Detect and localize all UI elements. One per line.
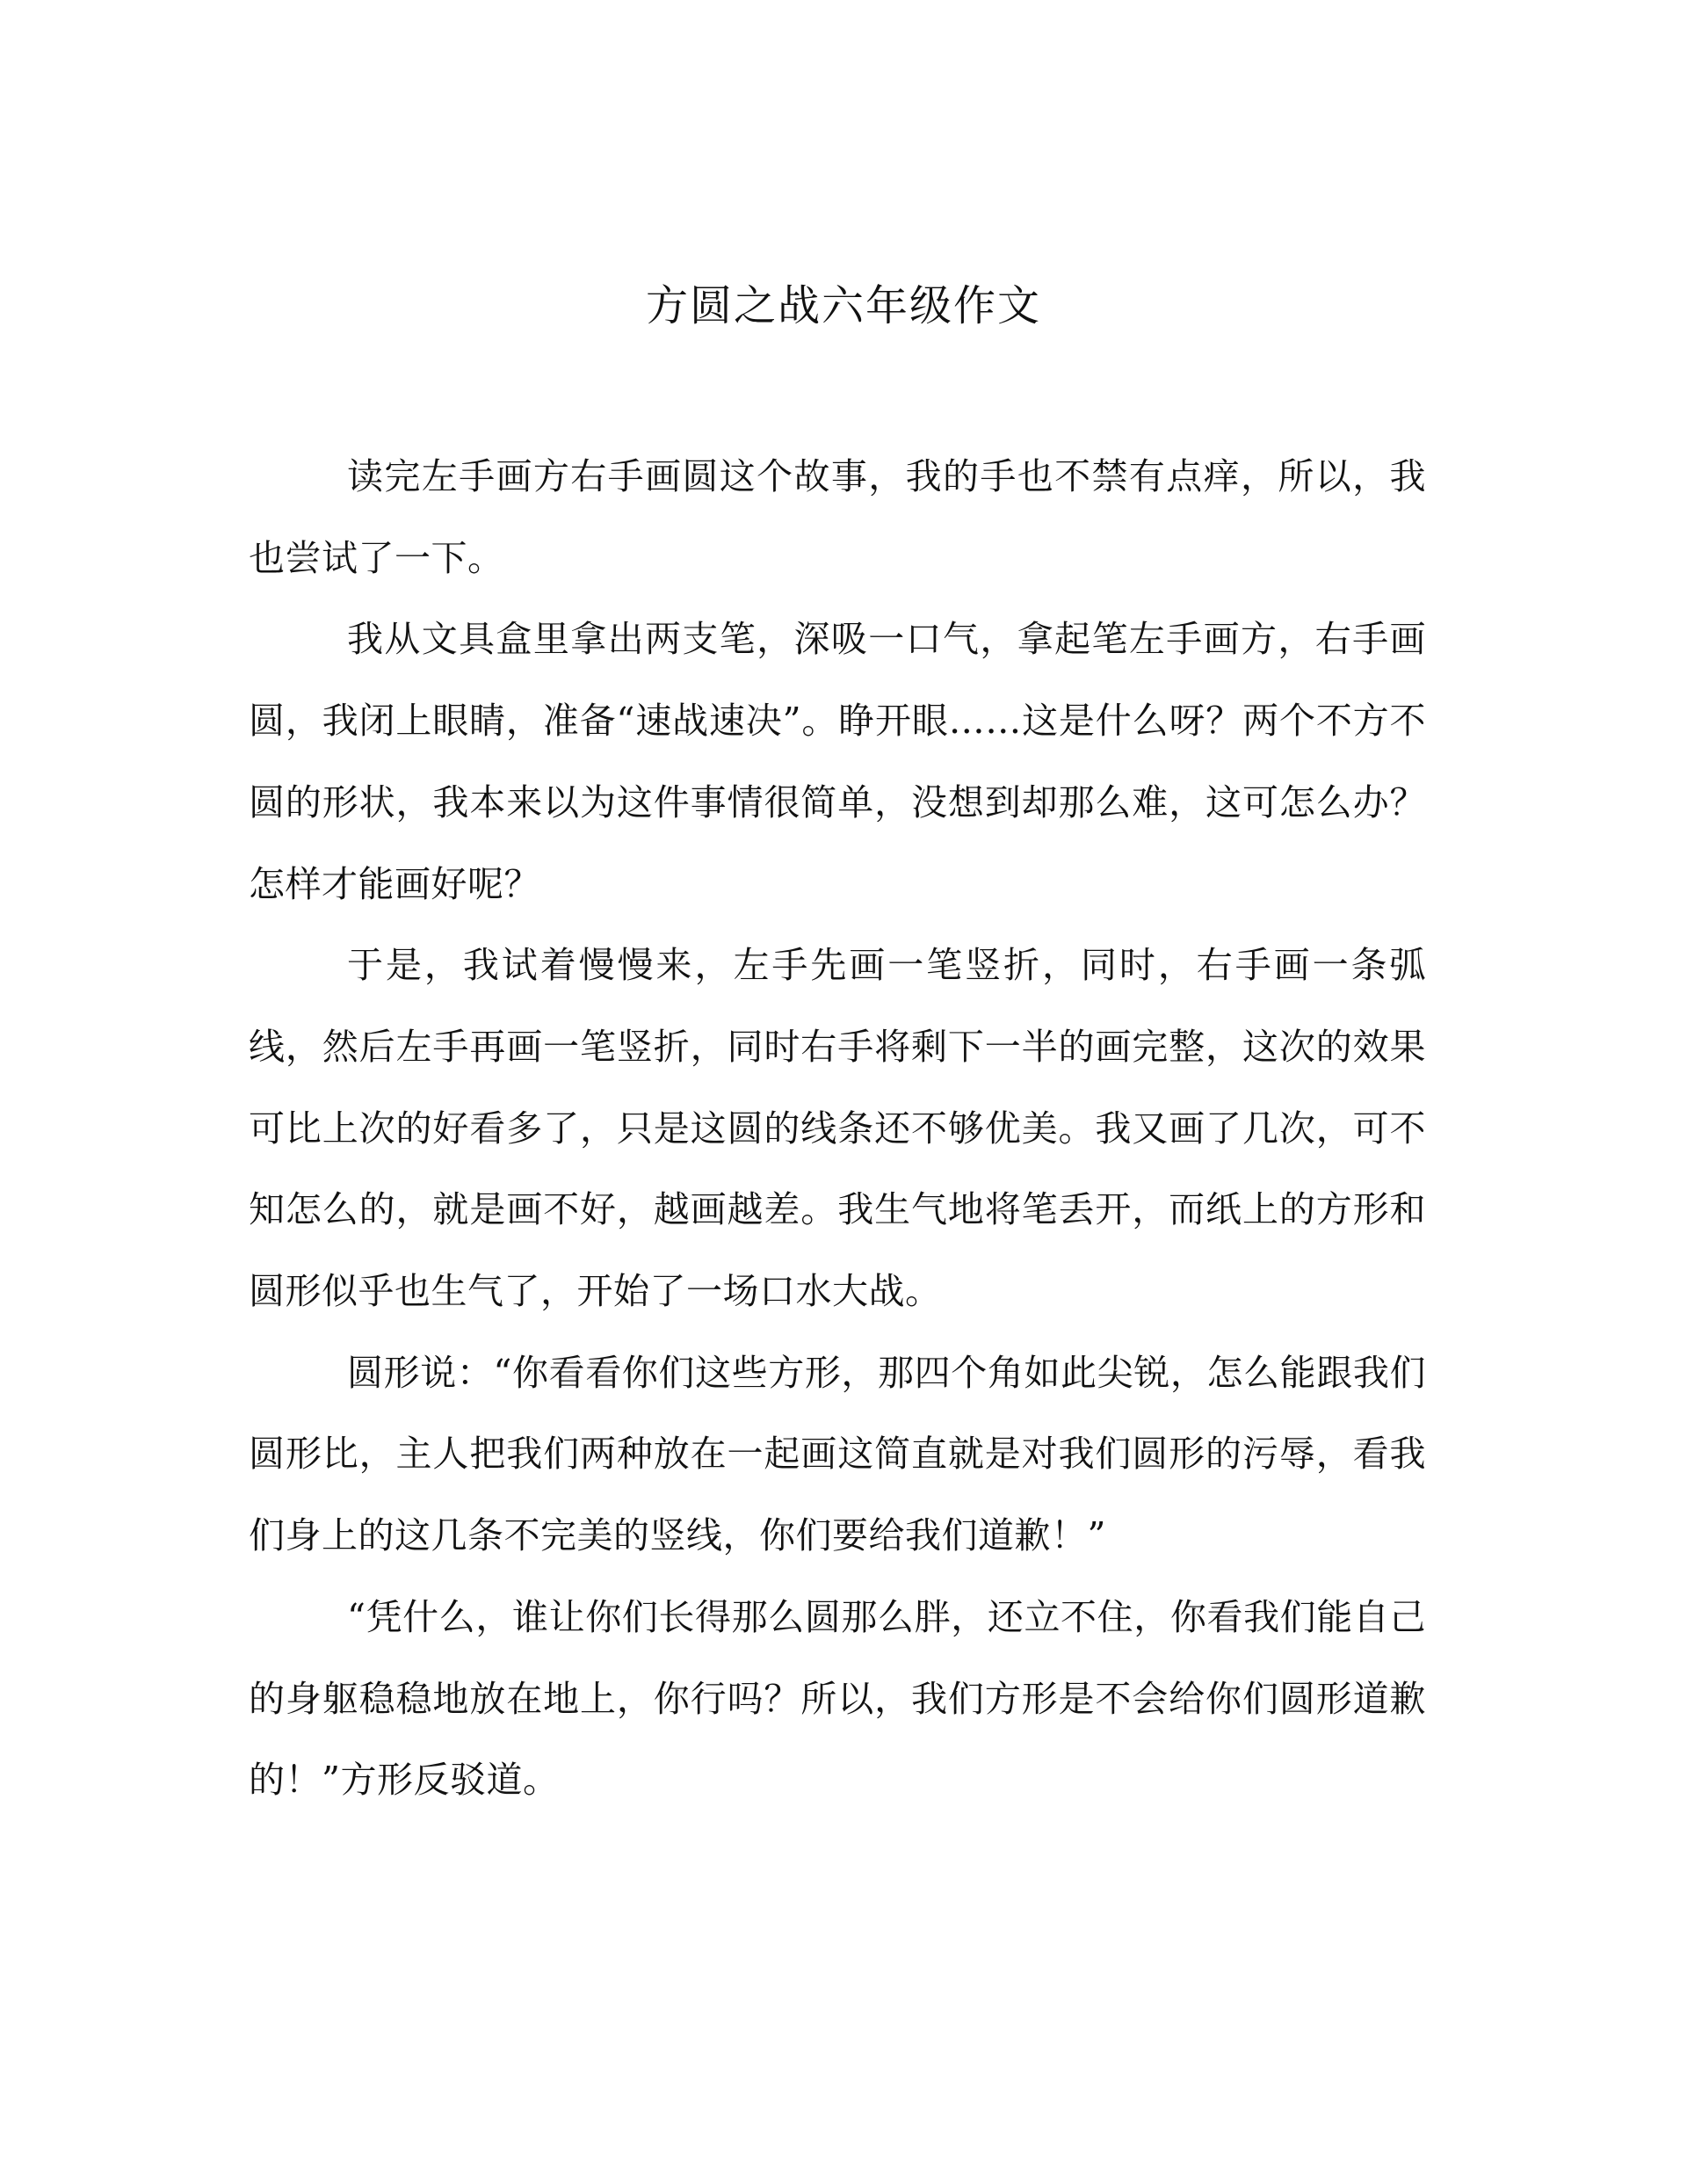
paragraph-4: 圆形说：“你看看你们这些方形，那四个角如此尖锐，怎么能跟我们圆形比，主人把我们两种放在一起画这简直就是对我们圆形的污辱，看我们身上的这几条不完美的竖线，你们要给我们道歉！” — [249, 1351, 1426, 1557]
essay-body — [249, 436, 1426, 1821]
page-title: 方圆之战六年级作文 — [645, 281, 1041, 330]
paragraph-2: 我从文具盒里拿出两支笔，深吸一口气，拿起笔左手画方，右手画圆，我闭上眼睛，准备“速战速决”。睁开眼……这是什么呀？两个不方不圆的形状，我本来以为这件事情很简单，没想到却那么难，这可怎么办？怎样才能画好呢？ — [249, 618, 1426, 905]
paragraph-1: 读完左手画方右手画圆这个故事，我的手也不禁有点痒，所以，我也尝试了一下。 — [249, 455, 1426, 579]
paragraph-3: 于是，我试着慢慢来，左手先画一笔竖折，同时，右手画一条弧线，然后左手再画一笔竖折，同时右手将剩下一半的画完整，这次的效果可比上次的好看多了，只是这圆的线条还不够优美。我又画了几次，可不知怎么的，就是画不好，越画越差。我生气地将笔丢开，而纸上的方形和圆形似乎也生气了，开始了一场口水大战。 — [249, 944, 1426, 1313]
paragraph-5: “凭什么，谁让你们长得那么圆那么胖，还立不住，你看我们能自己的身躯稳稳地放在地上，你行吗？所以，我们方形是不会给你们圆形道歉的！”方形反驳道。 — [249, 1595, 1426, 1802]
